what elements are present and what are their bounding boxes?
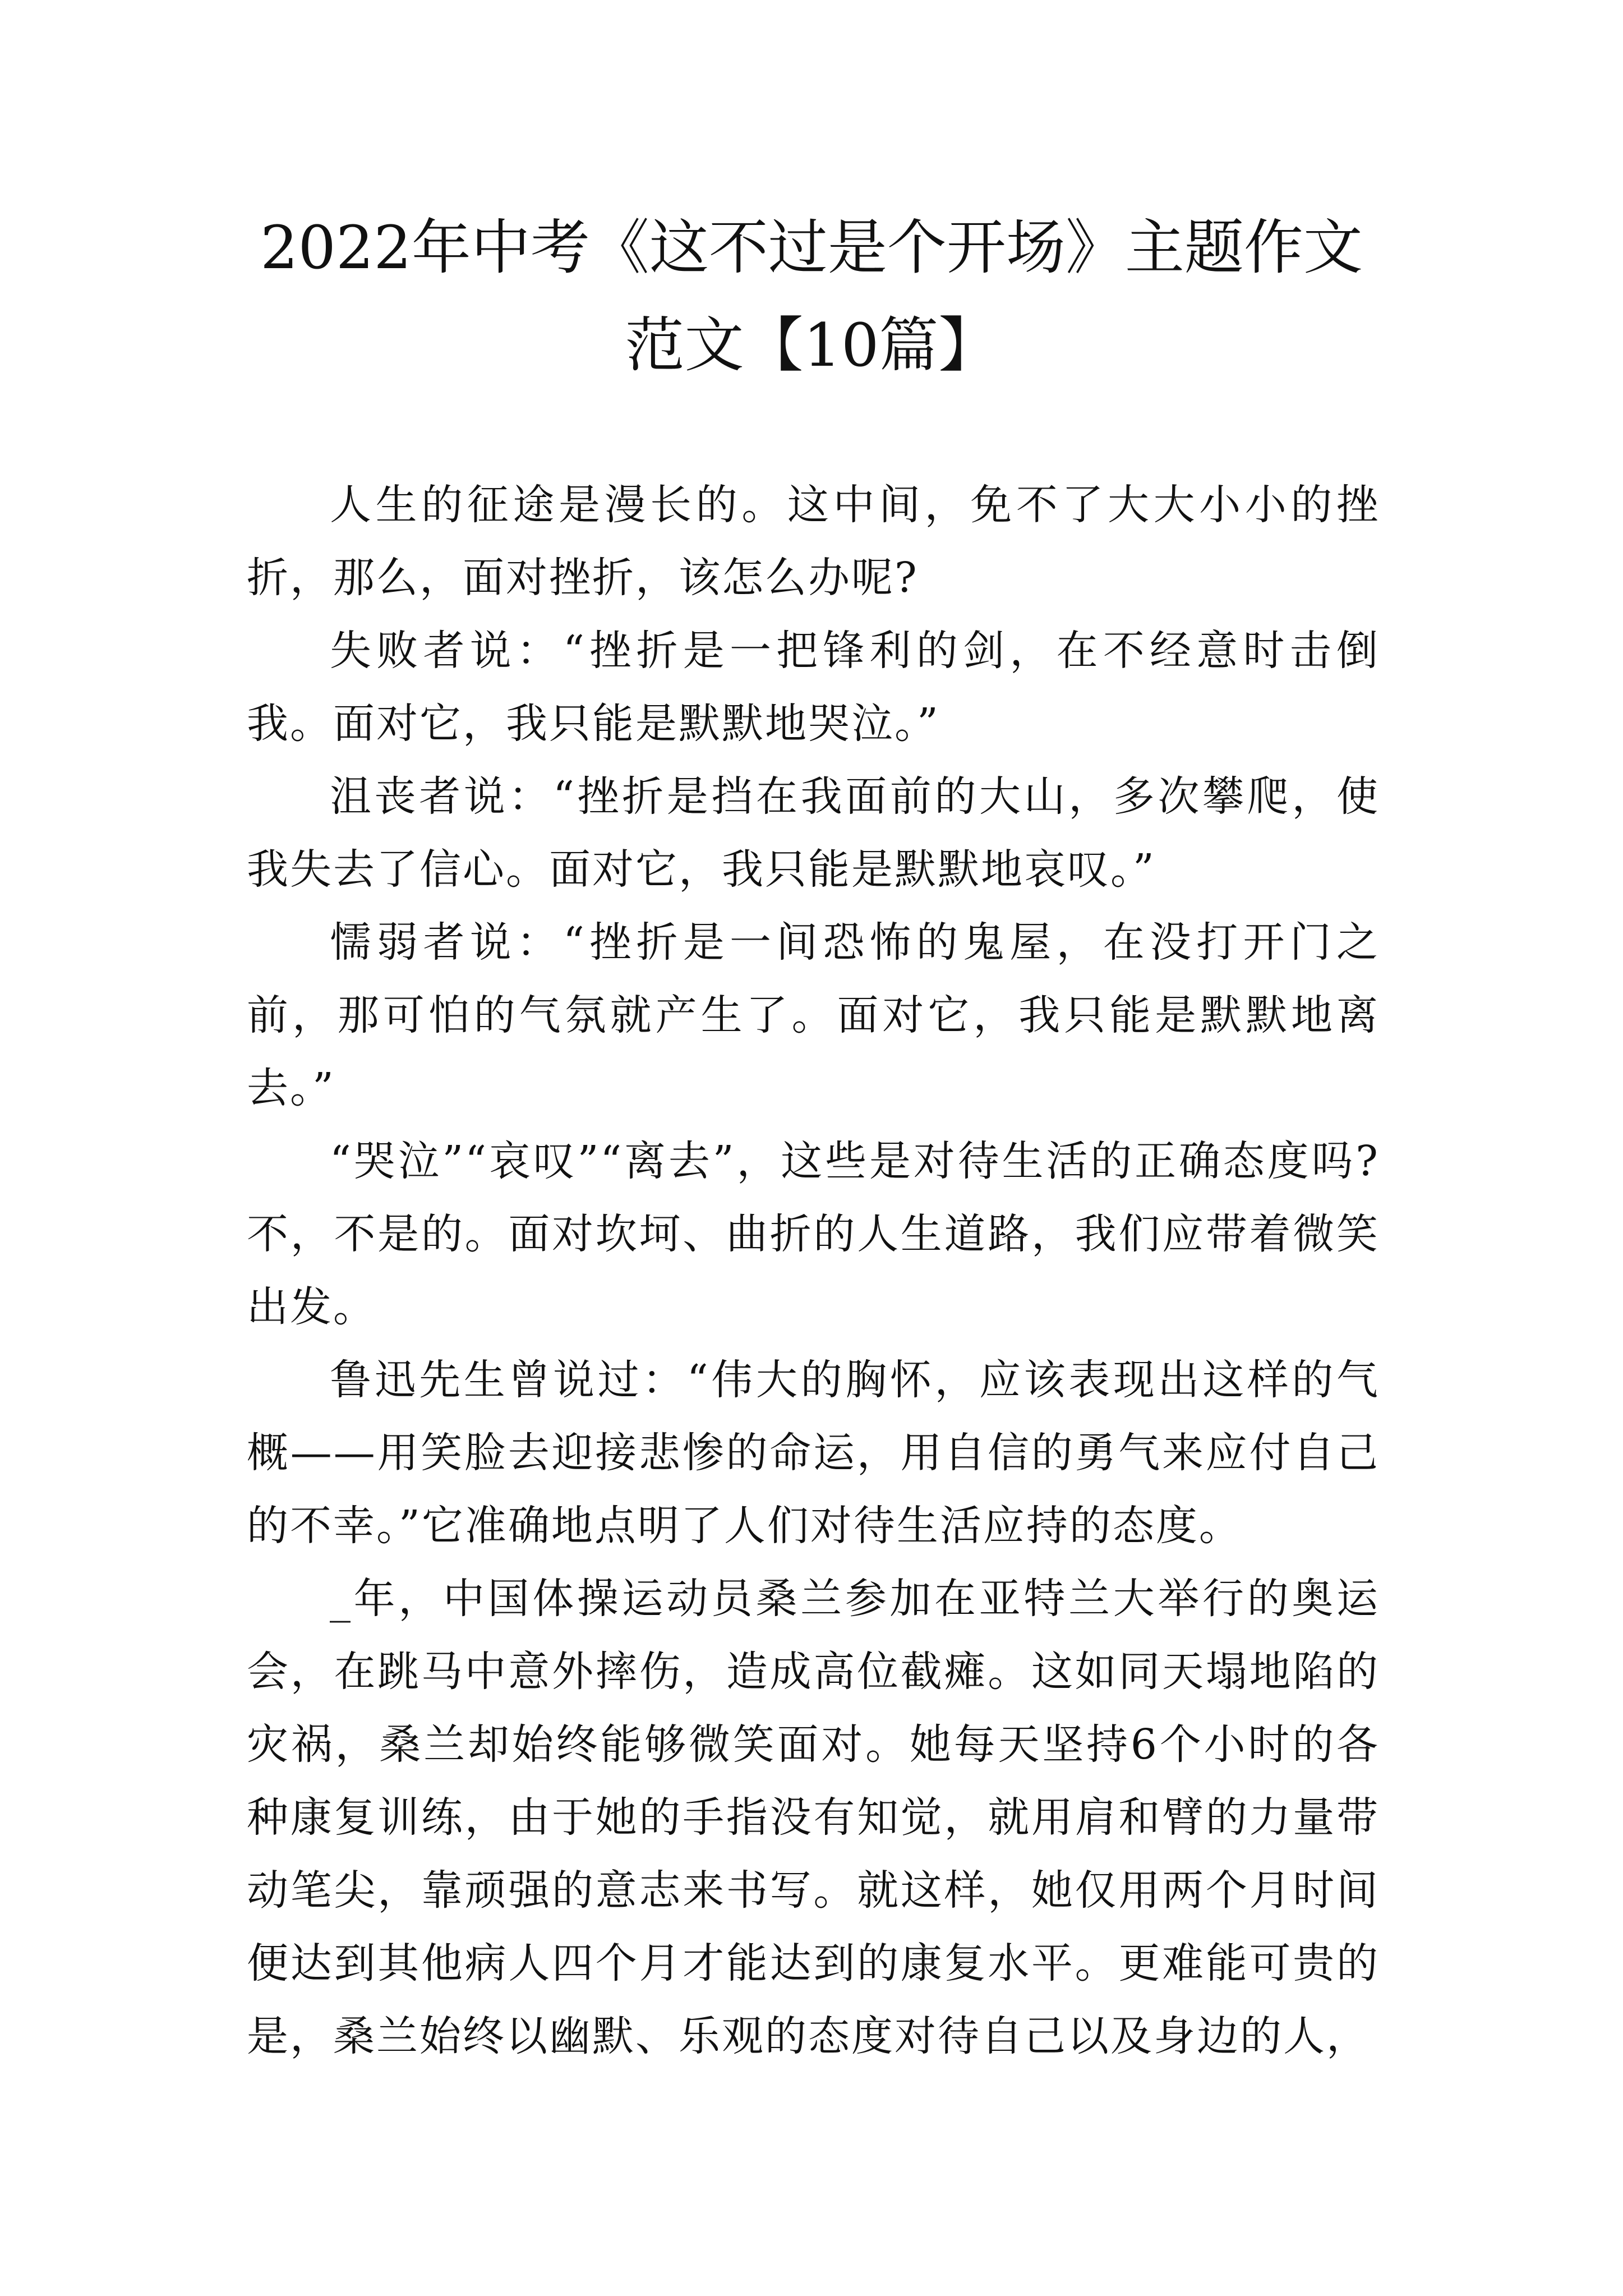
paragraph-3: 沮丧者说：“挫折是挡在我面前的大山，多次攀爬，使我失去了信心。面对它，我只能是默默地哀叹。” xyxy=(247,772,1380,894)
document-title: 2022年中考《这不过是个开场》主题作文范文【10篇】 xyxy=(260,213,1363,380)
paragraph-1: 人生的征途是漫长的。这中间，免不了大大小小的挫折，那么，面对挫折，该怎么办呢? xyxy=(247,481,1380,602)
paragraph-4: 懦弱者说：“挫折是一间恐怖的鬼屋，在没打开门之前，那可怕的气氛就产生了。面对它，我只能是默默地离去。” xyxy=(247,918,1380,1112)
paragraph-6: 鲁迅先生曾说过：“伟大的胸怀，应该表现出这样的气概——用笑脸去迎接悲惨的命运，用自信的勇气来应付自己的不幸。”它准确地点明了人们对待生活应持的态度。 xyxy=(247,1356,1380,1550)
document-body xyxy=(247,468,1380,2073)
paragraph-7: _年，中国体操运动员桑兰参加在亚特兰大举行的奥运会，在跳马中意外摔伤，造成高位截瘫。这如同天塌地陷的灾祸，桑兰却始终能够微笑面对。她每天坚持6个小时的各种康复训练，由于她的手指没有知觉，就用肩和臂的力量带动笔尖，靠顽强的意志来书写。就这样，她仅用两个月时间便达到其他病人四个月才能达到的康复水平。更难能可贵的是，桑兰始终以幽默、乐观的态度对待自己以及身边的人， xyxy=(247,1575,1380,2060)
paragraph-2: 失败者说：“挫折是一把锋利的剑，在不经意时击倒我。面对它，我只能是默默地哭泣。” xyxy=(247,627,1380,748)
paragraph-5: “哭泣”“哀叹”“离去”，这些是对待生活的正确态度吗?不，不是的。面对坎坷、曲折的人生道路，我们应带着微笑出发。 xyxy=(247,1137,1380,1331)
